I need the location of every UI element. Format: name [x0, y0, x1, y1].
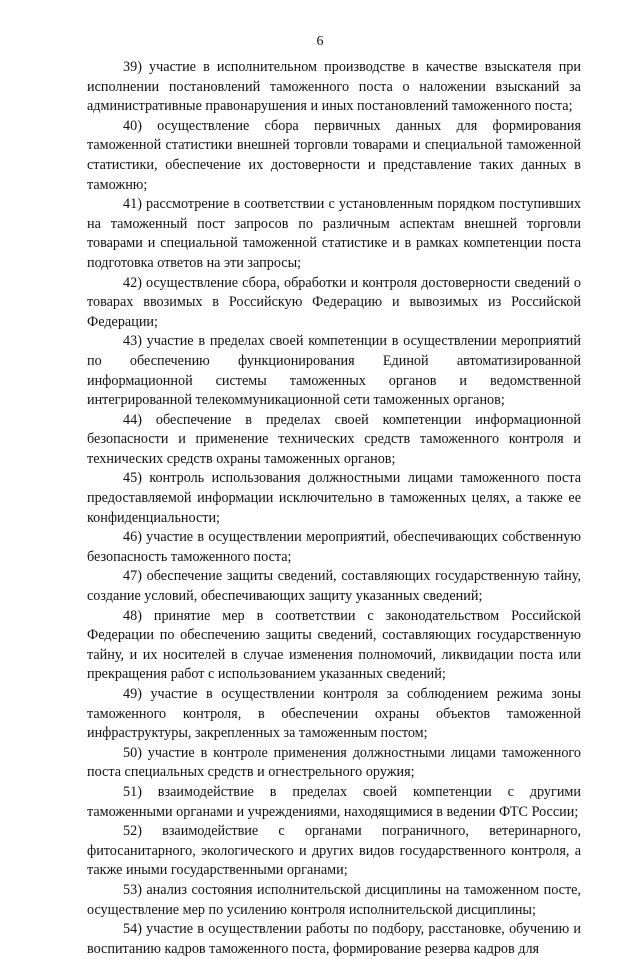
- list-item-54: 54) участие в осуществлении работы по подбору, расстановке, обучению и воспитанию кадров таможенного поста, формирование резерва кадров для: [87, 921, 581, 957]
- list-item-43: 43) участие в пределах своей компетенции в осуществлении мероприятий по обеспечению функционирования Единой автоматизированной информационной системы таможенных органов и ведомственной интегрированной телекоммуникационной сети таможенных органов;: [87, 333, 581, 409]
- list-item-53: 53) анализ состояния исполнительской дисциплины на таможенном посте, осуществление мер по усилению контроля исполнительской дисциплины;: [87, 881, 581, 918]
- list-item-42: 42) осуществление сбора, обработки и контроля достоверности сведений о товарах ввозимых в Российскую Федерацию и вывозимых из Российской Федерации;: [87, 274, 581, 330]
- page-body: [87, 58, 581, 959]
- list-item-39: 39) участие в исполнительном производстве в качестве взыскателя при исполнении постановлений таможенного поста о наложении взысканий за административные правонарушения и иных постановлений таможенного поста;: [87, 59, 581, 115]
- list-item-49: 49) участие в осуществлении контроля за соблюдением режима зоны таможенного контроля, в обеспечении охраны объектов таможенной инфраструктуры, закрепленных за таможенным постом;: [87, 686, 581, 742]
- list-item-51: 51) взаимодействие в пределах своей компетенции с другими таможенными органами и учреждениями, находящимися в ведении ФТС России;: [87, 783, 581, 820]
- list-item-45: 45) контроль использования должностными лицами таможенного поста предоставляемой информации исключительно в таможенных целях, а также ее конфиденциальности;: [87, 470, 581, 526]
- page-number: 6: [316, 34, 324, 49]
- list-item-48: 48) принятие мер в соответствии с законодательством Российской Федерации по обеспечению защиты сведений, составляющих государственную тайну, и их носителей в случае изменения полномочий, ликвидации поста или прекращения работ с использованием указанных сведений;: [87, 607, 581, 683]
- list-item-41: 41) рассмотрение в соответствии с установленным порядком поступивших на таможенный пост запросов по различным аспектам внешней торговли товарами и специальной таможенной статистике и в рамках компетенции поста подготовка ответов на эти запросы;: [87, 196, 581, 271]
- list-item-50: 50) участие в контроле применения должностными лицами таможенного поста специальных средств и огнестрельного оружия;: [87, 744, 581, 781]
- list-item-46: 46) участие в осуществлении мероприятий, обеспечивающих собственную безопасность таможенного поста;: [87, 529, 581, 565]
- list-item-44: 44) обеспечение в пределах своей компетенции информационной безопасности и применение технических средств таможенного контроля и технических средств охраны таможенных органов;: [87, 411, 581, 467]
- list-item-52: 52) взаимодействие с органами пограничного, ветеринарного, фитосанитарного, экологического и других видов государственного контроля, а также иными государственными органами;: [87, 823, 581, 879]
- list-item-47: 47) обеспечение защиты сведений, составляющих государственную тайну, создание условий, обеспечивающих защиту указанных сведений;: [87, 568, 581, 605]
- list-item-40: 40) осуществление сбора первичных данных для формирования таможенной статистики внешней торговли товарами и специальной таможенной статистики, обеспечение их достоверности и представление таких данных в таможню;: [87, 117, 581, 193]
